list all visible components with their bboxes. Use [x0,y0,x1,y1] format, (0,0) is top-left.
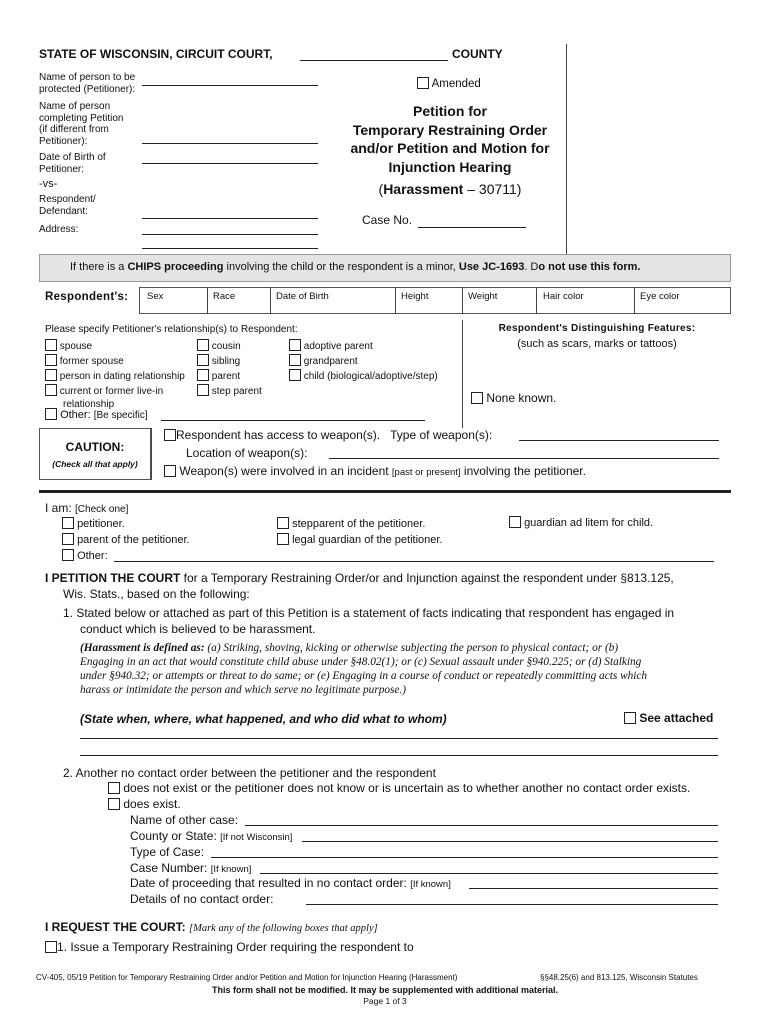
rel-parent[interactable]: parent [197,369,262,384]
iam-stepparent[interactable]: stepparent of the petitioner. [277,516,443,532]
court-heading: STATE OF WISCONSIN, CIRCUIT COURT, [39,47,273,61]
county-state-label: County or State: [If not Wisconsin] [130,829,293,843]
weapon-location-field[interactable] [329,458,719,459]
checkbox[interactable] [45,408,57,420]
request-item1[interactable]: 1. Issue a Temporary Restraining Order requiring the respondent to [45,940,414,954]
none-known-option[interactable]: None known. [471,391,556,405]
respondent-label: Respondent/ Defendant: [39,194,96,217]
county-name-field[interactable] [300,60,448,61]
table-divider [270,287,271,314]
order-exists-option[interactable]: does exist. [108,797,181,811]
table-divider [462,287,463,314]
iam-guardian[interactable]: legal guardian of the petitioner. [277,532,443,548]
item1-text: 1. Stated below or attached as part of this Petition is a statement of facts indicating that respondent has engaged in [63,606,675,620]
caution-divider [151,428,152,480]
type-case-field[interactable] [211,857,718,858]
checkbox[interactable] [108,798,120,810]
col-dob[interactable]: Date of Birth [276,291,329,302]
relationship-heading: Please specify Petitioner's relationship(s) to Respondent: [45,324,298,335]
completing-label: Name of person completing Petition (if different from Petitioner): [39,101,124,147]
weapon-involved-option[interactable]: Weapon(s) were involved in an incident [past or present] involving the petitioner. [164,464,586,478]
features-sub: (such as scars, marks or tattoos) [517,338,677,350]
checkbox[interactable] [45,339,57,351]
section-divider [39,490,731,493]
col-hair[interactable]: Hair color [543,291,584,302]
col-eye[interactable]: Eye color [640,291,680,302]
iam-col1 [62,516,190,564]
address-label: Address: [39,224,79,235]
table-divider [536,287,537,314]
see-attached-option[interactable]: See attached [624,711,713,725]
weapon-type-field[interactable] [519,440,719,441]
petition-line2: Wis. Stats., based on the following: [63,587,250,601]
footer-form-id: CV-405, 05/19 Petition for Temporary Restraining Order and/or Petition and Motion for Injunction Hearing (Harassment) [36,973,458,982]
rel-sibling[interactable]: sibling [197,354,262,369]
col-race[interactable]: Race [213,291,236,302]
checkbox[interactable] [62,517,74,529]
none-known-checkbox[interactable] [471,392,483,404]
rel-cousin[interactable]: cousin [197,339,262,354]
amended-checkbox[interactable] [417,77,429,89]
checkbox[interactable] [45,941,57,953]
weapon-access-option[interactable]: Respondent has access to weapon(s). Type of weapon(s): [164,428,492,442]
state-when-label: (State when, where, what happened, and who did what to whom) [80,712,447,726]
checkbox[interactable] [62,549,74,561]
checkbox[interactable] [289,369,301,381]
details-label: Details of no contact order: [130,892,274,906]
see-attached-checkbox[interactable] [624,712,636,724]
checkbox[interactable] [197,354,209,366]
amended-label: Amended [431,78,481,90]
no-order-option[interactable]: does not exist or the petitioner does not know or is uncertain as to whether another no contact order exists. [108,781,690,795]
iam-heading: I am: [Check one] [45,501,129,515]
iam-petitioner[interactable]: petitioner. [62,516,190,532]
rel-dating[interactable]: person in dating relationship [45,369,185,384]
caution-box [39,428,151,480]
footer-notice: This form shall not be modified. It may be supplemented with additional material. [211,985,559,995]
protected-label: Name of person to be protected (Petitioner): [39,72,136,95]
caution-sub: (Check all that apply) [52,459,138,469]
checkbox[interactable] [45,369,57,381]
checkbox[interactable] [197,369,209,381]
page-number: Page 1 of 3 [363,996,407,1006]
form-subtitle: (Harassment – 30711) [378,181,522,197]
address-field-2[interactable] [142,248,318,249]
details-field[interactable] [306,904,718,905]
iam-other[interactable]: Other: [62,548,190,564]
checkbox[interactable] [197,339,209,351]
case-number-field[interactable] [260,873,718,874]
checkbox[interactable] [45,384,57,396]
weapon-location-label: Location of weapon(s): [186,446,308,460]
other-case-label: Name of other case: [130,813,239,827]
item1-text-cont: conduct which is believed to be harassment. [80,622,316,636]
relationship-col2 [197,339,262,399]
col-sex[interactable]: Sex [147,291,164,302]
checkbox[interactable] [289,339,301,351]
completing-name-field[interactable] [142,143,318,144]
harassment-definition: (Harassment is defined as: (a) Striking, shoving, kicking or otherwise subjecting the person to physical contact; or (b) Engaging in an act that would constitute child abuse under §48.02(1); or (c) Sexual assault under §940.225; or (d) Stalking under §940.32; or attempts or threat to do same; or (e) Engaging in a course of conduct or repeatedly committing acts which harass or intimidate the person and which serve no legitimate purpose.) [80,642,648,696]
other-case-field[interactable] [245,825,718,826]
case-number-label: Case Number: [If known] [130,861,252,875]
petition-statement: I PETITION THE COURT for a Temporary Restraining Order/or and Injunction against the respondent under §813.125, [45,571,674,585]
col-height[interactable]: Height [401,291,429,302]
facts-line-1[interactable] [80,738,718,739]
rel-other-field[interactable] [161,420,425,421]
checkbox[interactable] [509,516,521,528]
checkbox[interactable] [62,533,74,545]
relationship-col3 [289,339,438,384]
checkbox[interactable] [277,533,289,545]
facts-line-2[interactable] [80,755,718,756]
checkbox[interactable] [108,782,120,794]
iam-parent[interactable]: parent of the petitioner. [62,532,190,548]
table-divider [395,287,396,314]
respondent-table-label: Respondent's: [45,291,129,303]
case-no-field[interactable] [418,227,526,228]
dob-label: Date of Birth of Petitioner: [39,152,106,175]
rel-live-in[interactable]: current or former live-in [45,384,185,399]
respondent-name-field[interactable] [142,218,318,219]
checkbox[interactable] [164,465,176,477]
iam-other-field[interactable] [114,561,714,562]
county-state-field[interactable] [302,841,718,842]
county-label: COUNTY [452,47,503,61]
features-heading: Respondent's Distinguishing Features: [498,323,696,334]
checkbox[interactable] [45,354,57,366]
footer-statutes: §§48.25(6) and 813.125, Wisconsin Statutes [540,973,698,982]
case-no-label: Case No. [362,213,413,227]
date-proceeding-label: Date of proceeding that resulted in no contact order: [If known] [130,876,451,890]
item2-text: 2. Another no contact order between the petitioner and the respondent [63,766,436,780]
iam-gal[interactable]: guardian ad litem for child. [509,516,653,529]
address-field-1[interactable] [142,234,318,235]
rel-live-in-cont: relationship [63,399,115,410]
features-divider [462,320,463,428]
rel-spouse[interactable]: spouse [45,339,185,354]
rel-step-parent[interactable]: step parent [197,384,262,399]
checkbox[interactable] [164,429,176,441]
chips-text: If there is a CHIPS proceeding involving the child or the respondent is a minor, Use JC-1693. Do not use this form. [70,261,641,273]
dob-field[interactable] [142,163,318,164]
caution-title: CAUTION: [65,440,125,454]
table-divider [634,287,635,314]
form-title: Petition for Temporary Restraining Order and/or Petition and Motion for Injunction Hearing [350,103,550,175]
col-weight[interactable]: Weight [468,291,498,302]
checkbox[interactable] [289,354,301,366]
relationship-col1 [45,339,185,411]
rel-other[interactable]: Other: [Be specific] [45,408,148,421]
rel-adoptive-parent[interactable]: adoptive parent [289,339,438,354]
protected-name-field[interactable] [142,85,318,86]
type-case-label: Type of Case: [130,845,205,859]
request-heading: I REQUEST THE COURT: [Mark any of the following boxes that apply] [45,920,378,934]
checkbox[interactable] [197,384,209,396]
rel-former-spouse[interactable]: former spouse [45,354,185,369]
checkbox[interactable] [277,517,289,529]
vs-label: -vs- [39,178,58,190]
rel-grandparent[interactable]: grandparent [289,354,438,369]
rel-child[interactable]: child (biological/adoptive/step) [289,369,438,384]
table-divider [207,287,208,314]
iam-col2 [277,516,443,548]
date-proceeding-field[interactable] [469,888,718,889]
amended-option[interactable] [417,77,481,90]
